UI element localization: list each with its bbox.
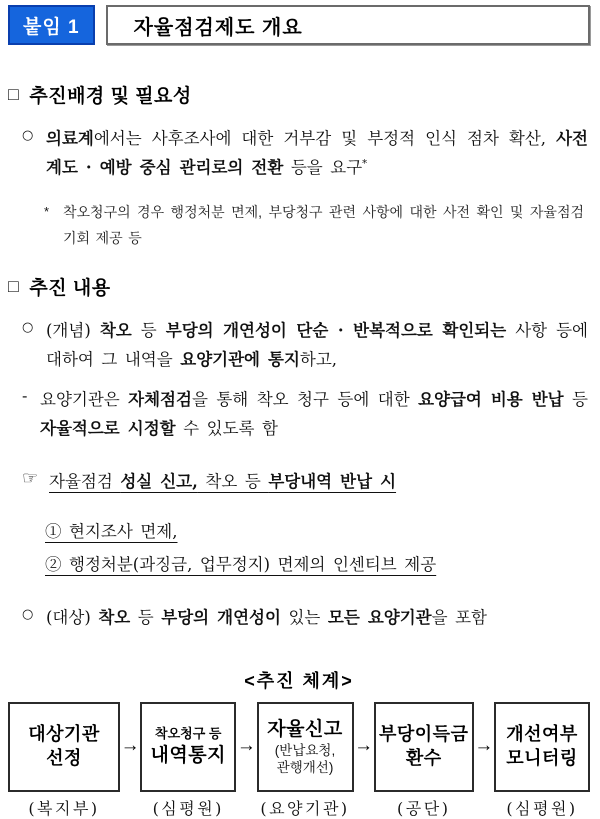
footnote-text: 착오청구의 경우 행정처분 면제, 부당청구 관련 사항에 대한 사전 확인 및 자율점검 기회 제공 등 [63, 203, 584, 246]
incentive-item-2: ② 행정처분(과징금, 업무정지) 면제의 인센티브 제공 [45, 554, 437, 574]
flow-step-self-report [257, 702, 354, 819]
pointer-note [22, 467, 588, 496]
flow-step-recovery [374, 702, 474, 819]
circle-bullet-icon: ○ [22, 607, 34, 623]
flow-box-line: 내역통지 [150, 744, 226, 766]
flow-steps-row [8, 702, 590, 819]
section-heading-content [8, 273, 590, 300]
document-header [8, 5, 590, 45]
bullet-medical-community [22, 124, 588, 183]
bullet-target [22, 603, 588, 632]
flow-diagram [8, 667, 590, 819]
flow-org-label: (공단) [397, 798, 451, 818]
flow-box-line: 개선여부 [506, 723, 578, 744]
flow-box [140, 702, 236, 792]
attachment-badge: 붙임 1 [8, 5, 95, 45]
flow-box [257, 702, 354, 792]
bullet-text: 의료계에서는 사후조사에 대한 거부감 및 부정적 인식 점차 확산, 사전 계도 · 예방 중심 관리로의 전환 등을 요구* [46, 129, 588, 178]
section-heading-label: 추진 내용 [29, 277, 111, 299]
flow-box-line: 환수 [405, 747, 442, 768]
flow-box-line: 부당이득금 [379, 723, 469, 744]
flow-box-line: 대상기관 [28, 723, 100, 744]
dash-bullet-icon: - [22, 385, 28, 405]
flow-diagram-title: <추진 체계> [244, 670, 354, 691]
bullet-text: (개념) 착오 등 부당의 개연성이 단순 · 반복적으로 확인되는 사항 등에 대하여 그 내역을 요양기관에 통지하고, [46, 320, 588, 370]
incentive-item-1: ① 현지조사 면제, [45, 521, 178, 541]
title-box [106, 5, 590, 45]
circle-bullet-icon: ○ [22, 128, 34, 143]
footnote [44, 199, 584, 251]
right-arrow-icon: → [474, 734, 494, 756]
pointer-note-text: 자율점검 성실 신고, 착오 등 부당내역 반납 시 [49, 472, 397, 492]
circle-bullet-icon: ○ [22, 319, 34, 335]
bullet-concept [22, 316, 588, 375]
flow-step-target-selection [8, 702, 120, 819]
flow-box [8, 702, 120, 792]
flow-org-label: (복지부) [28, 798, 100, 818]
flow-box-line: 선정 [46, 747, 82, 768]
section-heading-label: 추진배경 및 필요성 [29, 86, 192, 107]
bullet-action [22, 385, 588, 444]
flow-step-monitoring [494, 702, 590, 819]
flow-org-label: (요양기관) [260, 798, 350, 818]
right-arrow-icon: → [120, 734, 140, 756]
flow-org-label: (심평원) [506, 798, 578, 818]
flow-org-label: (심평원) [152, 798, 224, 818]
page-title: 자율점검제도 개요 [133, 16, 303, 39]
flow-box-subline: 관행개선) [276, 760, 334, 776]
bullet-text: 요양기관은 자체점검을 통해 착오 청구 등에 대한 요양급여 비용 반납 등 자율적으로 시정할 수 있도록 함 [40, 389, 588, 438]
section-heading-background [8, 81, 590, 108]
flow-box-line: 자율신고 [267, 718, 343, 740]
bullet-text: (대상) 착오 등 부당의 개연성이 있는 모든 요양기관을 포함 [46, 608, 487, 628]
square-marker-icon: □ [8, 84, 20, 104]
right-arrow-icon: → [236, 734, 256, 756]
flow-box-subline: (반납요청, [274, 742, 336, 758]
flow-box-topline: 착오청구 등 [155, 725, 222, 741]
right-arrow-icon: → [354, 734, 374, 756]
flow-step-notice [140, 702, 236, 819]
pointing-hand-icon: ☞ [22, 468, 39, 490]
asterisk-marker-icon: * [44, 203, 50, 219]
incentive-list [8, 517, 590, 580]
flow-box [374, 702, 474, 792]
square-marker-icon: □ [8, 275, 20, 296]
flow-box [494, 702, 590, 792]
flow-box-line: 모니터링 [506, 747, 578, 768]
